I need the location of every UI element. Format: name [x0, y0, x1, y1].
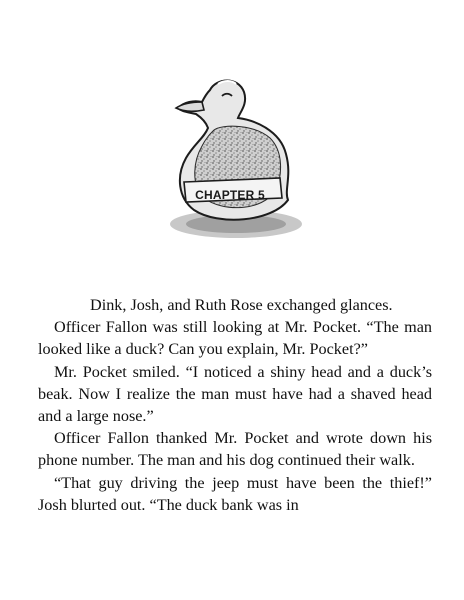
- body-text: [38, 294, 432, 516]
- paragraph: Dink, Josh, and Ruth Rose exchanged glances.: [90, 296, 393, 314]
- paragraph: Mr. Pocket smiled. “I noticed a shiny head and a duck’s beak. Now I realize the man must have had a shaved head and a large nose.”: [38, 362, 432, 426]
- paragraph: Officer Fallon thanked Mr. Pocket and wrote down his phone number. The man and his dog continued their walk.: [38, 429, 432, 470]
- chapter-heading: CHAPTER 5: [195, 188, 265, 202]
- duck-bank-illustration: [158, 72, 308, 242]
- duck-bank-icon: [158, 72, 308, 242]
- paragraph: Officer Fallon was still looking at Mr. Pocket. “The man looked like a duck? Can you explain, Mr. Pocket?”: [38, 318, 432, 359]
- paragraph: “That guy driving the jeep must have been the thief!” Josh blurted out. “The duck bank was in: [38, 473, 432, 514]
